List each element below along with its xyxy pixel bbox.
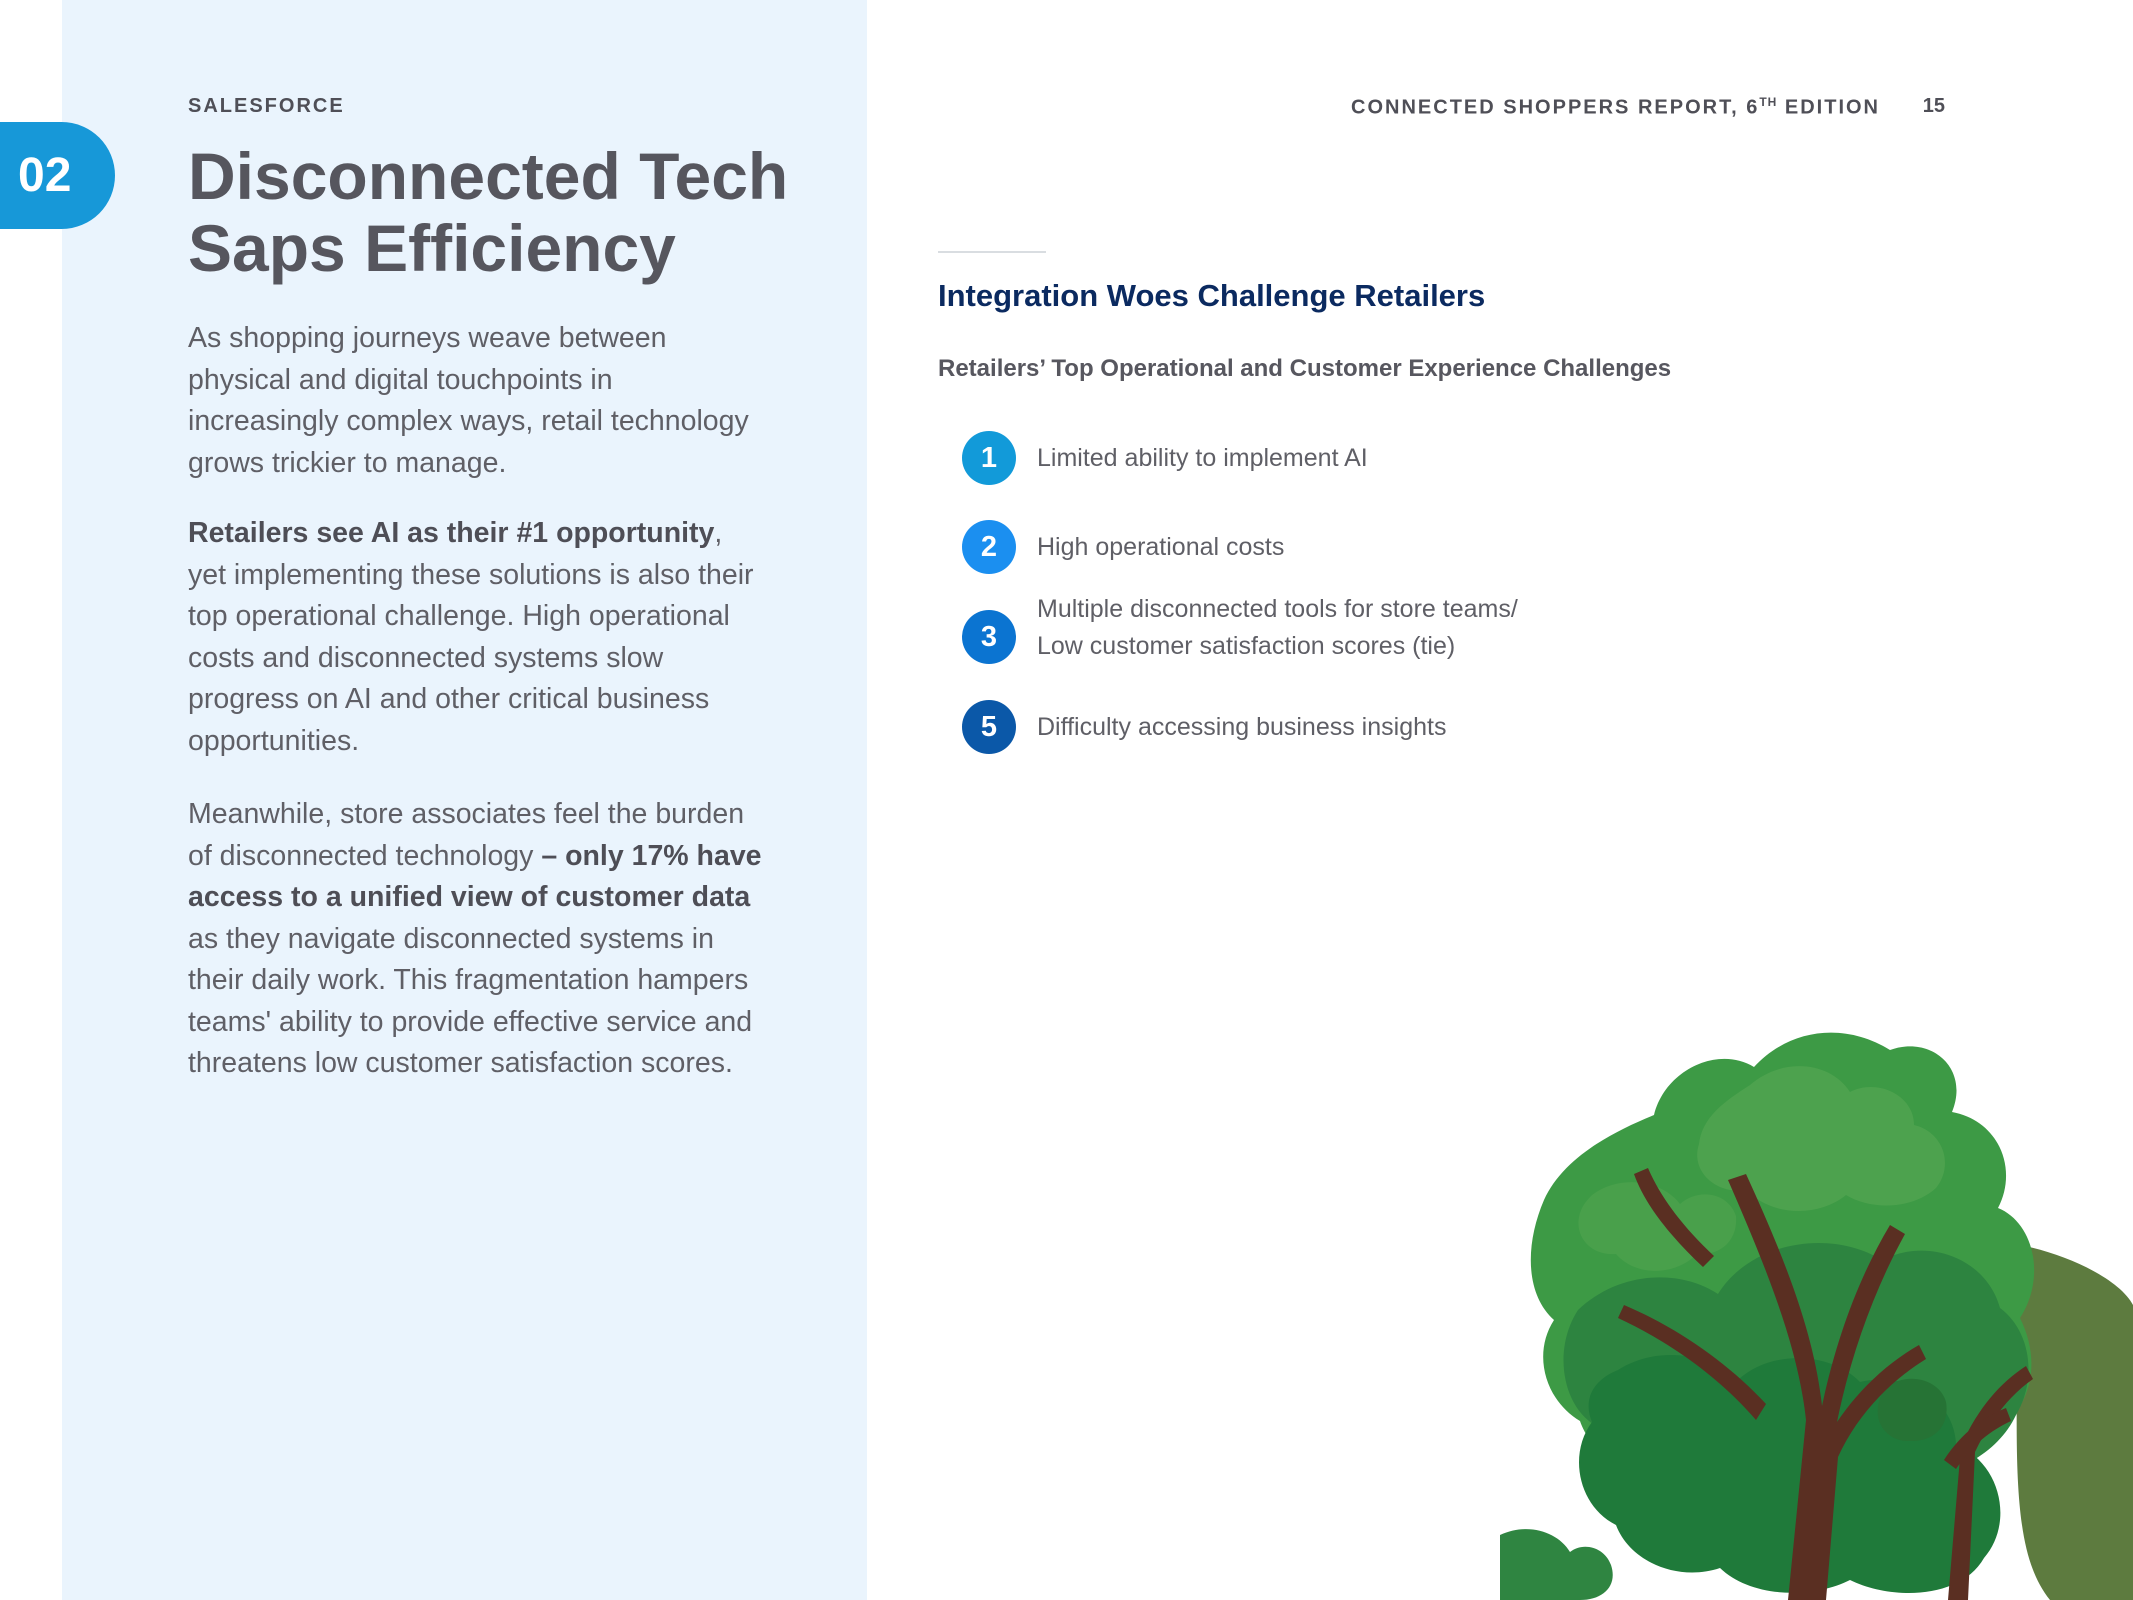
- intro-paragraph: As shopping journeys weave between physical and digital touchpoints in increasingly complex ways, retail technology grows trickier to manage.: [188, 322, 749, 479]
- section-divider: [938, 251, 1046, 253]
- ranking-label: [1037, 591, 1518, 665]
- tree-illustration: [1500, 990, 2133, 1600]
- report-title-superscript: TH: [1759, 95, 1778, 109]
- ranking-label: High operational costs: [1037, 533, 1285, 561]
- ranking-title: Retailers’ Top Operational and Customer Experience Challenges: [938, 355, 1672, 382]
- title-line-1: Disconnected Tech: [188, 139, 789, 213]
- rank-badge: 2: [962, 520, 1016, 574]
- ai-opportunity-paragraph: [188, 513, 768, 762]
- ranking-label: Difficulty accessing business insights: [1037, 713, 1447, 741]
- page-number: 15: [1922, 95, 1945, 117]
- ai-opportunity-text: , yet implementing these solutions is also their top operational challenge. High operational costs and disconnected systems slow progress on AI and other critical business opportunities.: [188, 517, 754, 757]
- brand-label: SALESFORCE: [188, 95, 345, 117]
- ranking-label: Limited ability to implement AI: [1037, 444, 1368, 472]
- ranking-label-line-1: Multiple disconnected tools for store teams/: [1037, 595, 1518, 623]
- report-title-text: CONNECTED SHOPPERS REPORT, 6: [1351, 96, 1760, 119]
- rank-badge: 1: [962, 431, 1016, 485]
- rank-badge: 5: [962, 700, 1016, 754]
- store-associates-paragraph: [188, 794, 768, 1085]
- store-associates-text-end: as they navigate disconnected systems in their daily work. This fragmentation hampers teams' ability to provide effective service and threatens low customer satisfaction scores.: [188, 922, 753, 1079]
- section-heading: Integration Woes Challenge Retailers: [938, 278, 1486, 313]
- store-associates-text-start: Meanwhile, store associates feel the burden of disconnected technology: [188, 798, 745, 872]
- ranking-label-line-2: Low customer satisfaction scores (tie): [1037, 632, 1456, 660]
- chapter-tab: 02: [0, 122, 115, 229]
- report-title-tail: EDITION: [1777, 96, 1880, 119]
- rank-badge: 3: [962, 610, 1016, 664]
- report-title: [1351, 95, 1880, 120]
- page-title: [188, 140, 808, 284]
- title-line-2: Saps Efficiency: [188, 211, 676, 285]
- unified-view-highlight: – only 17% have access to a unified view of customer data: [188, 839, 762, 913]
- ai-opportunity-highlight: Retailers see AI as their #1 opportunity: [188, 517, 715, 549]
